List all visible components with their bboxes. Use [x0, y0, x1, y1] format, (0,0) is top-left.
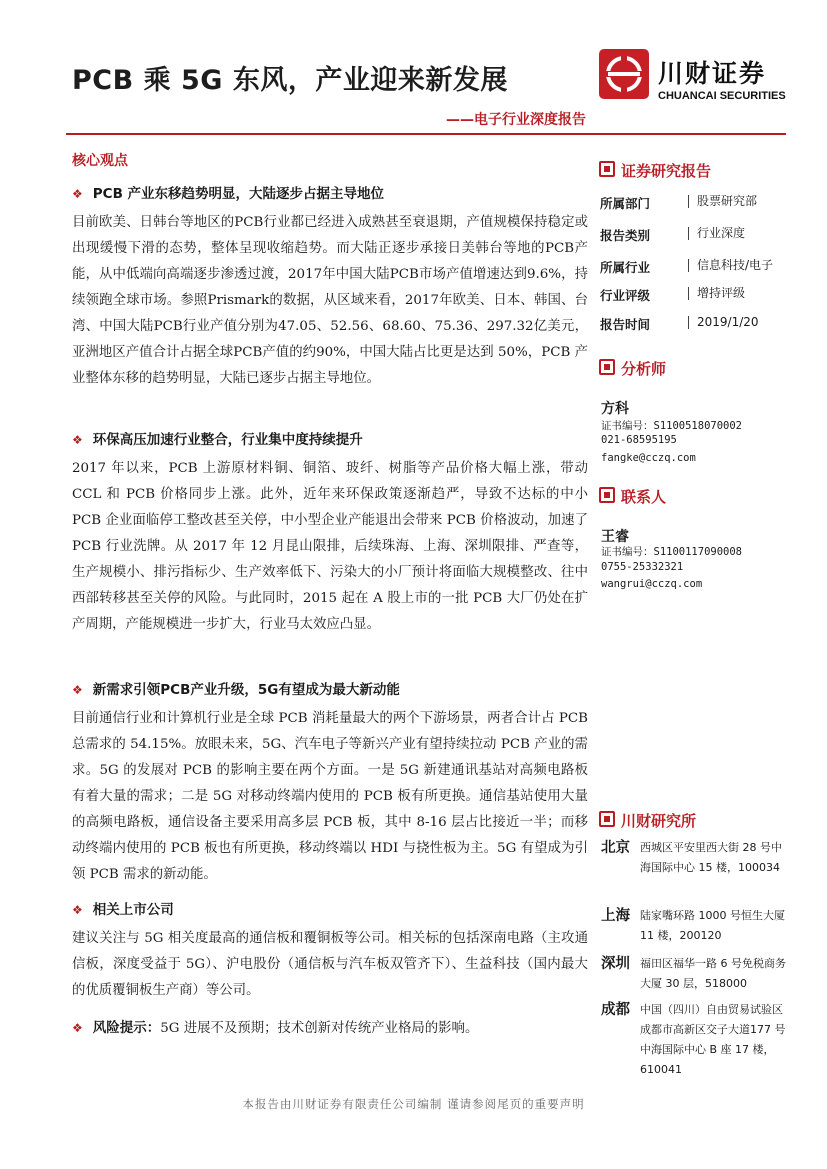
- section-body-4: 建议关注与 5G 相关度最高的通信板和覆铜板等公司。相关标的包括深南电路（主攻通信板，深度受益于 5G）、沪电股份（通信板与汽车板双管齐下）、生益科技（国内最大的优质覆铜板生产商）等公司。: [72, 931, 588, 998]
- risk-warning: [72, 1016, 478, 1036]
- section-heading-text: PCB 产业东移趋势明显，大陆逐步占据主导地位: [92, 186, 385, 202]
- header-divider: [66, 133, 786, 135]
- diamond-bullet-icon: ❖: [72, 1021, 83, 1035]
- office-address-chengdu: 中国（四川）自由贸易试验区成都市高新区交子大道177 号中海国际中心 B 座 17 楼，610041: [640, 1003, 786, 1076]
- section-body-1: 目前欧美、日韩台等地区的PCB行业都已经进入成熟甚至衰退期，产值规模保持稳定或出现缓慢下滑的态势，整体呈现收缩趋势。而大陆正逐步承接日美韩台等地的PCB产能，从中低端向高端逐步渗透过渡，2017年中国大陆PCB市场产值增速达到9.6%，持续领跑全球市场。参照Prismark的数据，从区域来看，2017年欧美、日本、韩国、台湾、中国大陆PCB行业产值分别为47.05、52.56、68.60、75.36、297.32亿美元，亚洲地区产值合计占据全球PCB产值的约90%，中国大陆占比更是达到 50%，PCB 产业整体东移的趋势明显，大陆已逐步占据主导地位。: [72, 215, 588, 386]
- diamond-bullet-icon: ❖: [72, 683, 83, 697]
- risk-label: 风险提示：: [92, 1020, 161, 1036]
- office-city-beijing: 北京: [601, 840, 630, 856]
- contact-name: 王睿: [601, 529, 629, 545]
- analyst-cert: 证书编号：S1100518070002: [601, 420, 743, 432]
- section-heading-text: 新需求引领PCB产业升级，5G有望成为最大新动能: [92, 682, 400, 698]
- section-body-2: 2017 年以来，PCB 上游原材料铜、铜箔、玻纤、树脂等产品价格大幅上涨，带动 CCL 和 PCB 价格同步上涨。此外，近年来环保政策逐渐趋严，导致不达标的中小 PCB 企业面临停工整改甚至关停，中小型企业产能退出会带来 PCB 价格波动，加速了 PCB 行业洗牌。从 2017 年 12 月昆山限排，后续珠海、上海、深圳限排、严查等，生产规模小、排污指标少、生产效率低下、污染大的小厂预计将面临大规模整改、往中西部转移甚至关停的风险。与此同时，2015 起在 A 股上市的一批 PCB 大厂仍处在扩产周期，产能规模进一步扩大，行业马太效应凸显。: [72, 461, 588, 632]
- sidebar-analyst-heading-text: 分析师: [621, 360, 667, 378]
- section-heading-3: [72, 678, 400, 698]
- info-value-rating: 增持评级: [688, 287, 745, 300]
- contact-cert: 证书编号：S1100117090008: [601, 546, 743, 558]
- section-heading-text: 相关上市公司: [92, 902, 174, 918]
- info-value-industry: 信息科技/电子: [688, 259, 773, 272]
- logo-mark-icon: [599, 49, 649, 99]
- info-value-dept: 股票研究部: [688, 195, 757, 208]
- sidebar-institute-heading-text: 川财研究所: [621, 812, 697, 830]
- analyst-email[interactable]: fangke@cczq.com: [601, 452, 696, 464]
- analyst-name: 方科: [601, 401, 629, 417]
- office-city-shenzhen: 深圳: [601, 956, 630, 972]
- square-bullet-icon: [599, 359, 615, 375]
- logo-text-en: CHUANCAI SECURITIES: [658, 90, 786, 102]
- footer-disclaimer: 本报告由川财证券有限责任公司编制 谨请参阅尾页的重要声明: [242, 1097, 585, 1111]
- analyst-phone: 021-68595195: [601, 434, 677, 446]
- square-bullet-icon: [599, 161, 615, 177]
- square-bullet-icon: [599, 487, 615, 503]
- info-label-rating: 行业评级: [600, 288, 651, 303]
- info-value-category: 行业深度: [688, 227, 745, 240]
- sidebar-institute-heading: [599, 810, 696, 831]
- info-label-dept: 所属部门: [600, 196, 651, 211]
- square-bullet-icon: [599, 811, 615, 827]
- info-value-date: 2019/1/20: [688, 316, 759, 329]
- contact-phone: 0755-25332321: [601, 561, 684, 573]
- section-body-3: 目前通信行业和计算机行业是全球 PCB 消耗量最大的两个下游场景，两者合计占 PCB 总需求的 54.15%。放眼未来，5G、汽车电子等新兴产业有望持续拉动 PCB 产业的需求。5G 的发展对 PCB 的影响主要在两个方面。一是 5G 新建通讯基站对高频电路板有着大量的需求；二是 5G 对移动终端内使用的 PCB 板有所更换。通信基站使用大量的高频电路板，通信设备主要采用高多层 PCB 板，其中 8-16 层占比接近一半；而移动终端内使用的 PCB 板也有所更换，移动终端以 HDI 与挠性板为主。5G 有望成为引领 PCB 需求的新动能。: [72, 711, 588, 882]
- section-heading-text: 环保高压加速行业整合，行业集中度持续提升: [92, 432, 363, 448]
- core-views-heading: 核心观点: [72, 153, 128, 169]
- diamond-bullet-icon: ❖: [72, 903, 83, 917]
- report-title: PCB 乘 5G 东风，产业迎来新发展: [72, 65, 508, 96]
- office-address-beijing: 西城区平安里西大街 28 号中海国际中心 15 楼，100034: [640, 841, 782, 874]
- info-label-category: 报告类别: [600, 228, 651, 243]
- contact-email[interactable]: wangrui@cczq.com: [601, 578, 703, 590]
- section-heading-2: [72, 428, 363, 448]
- office-address-shanghai: 陆家嘴环路 1000 号恒生大厦 11 楼，200120: [640, 909, 785, 942]
- office-city-shanghai: 上海: [601, 908, 630, 924]
- office-city-chengdu: 成都: [601, 1002, 630, 1018]
- diamond-bullet-icon: ❖: [72, 187, 83, 201]
- section-heading-4: [72, 898, 174, 918]
- risk-text: 5G 进展不及预期；技术创新对传统产业格局的影响。: [160, 1021, 479, 1036]
- section-heading-1: [72, 182, 384, 202]
- sidebar-analyst-heading: [599, 358, 666, 379]
- info-label-industry: 所属行业: [600, 260, 651, 275]
- office-address-shenzhen: 福田区福华一路 6 号免税商务大厦 30 层，518000: [640, 957, 786, 990]
- logo-s-icon: [599, 49, 649, 99]
- report-subtitle: ——电子行业深度报告: [446, 112, 586, 128]
- sidebar-report-heading: [599, 160, 711, 181]
- info-label-date: 报告时间: [600, 317, 651, 332]
- sidebar-contact-heading: [599, 486, 666, 507]
- diamond-bullet-icon: ❖: [72, 433, 83, 447]
- logo-text-cn: 川财证券: [658, 59, 767, 88]
- sidebar-contact-heading-text: 联系人: [621, 488, 667, 506]
- sidebar-report-heading-text: 证券研究报告: [621, 162, 712, 180]
